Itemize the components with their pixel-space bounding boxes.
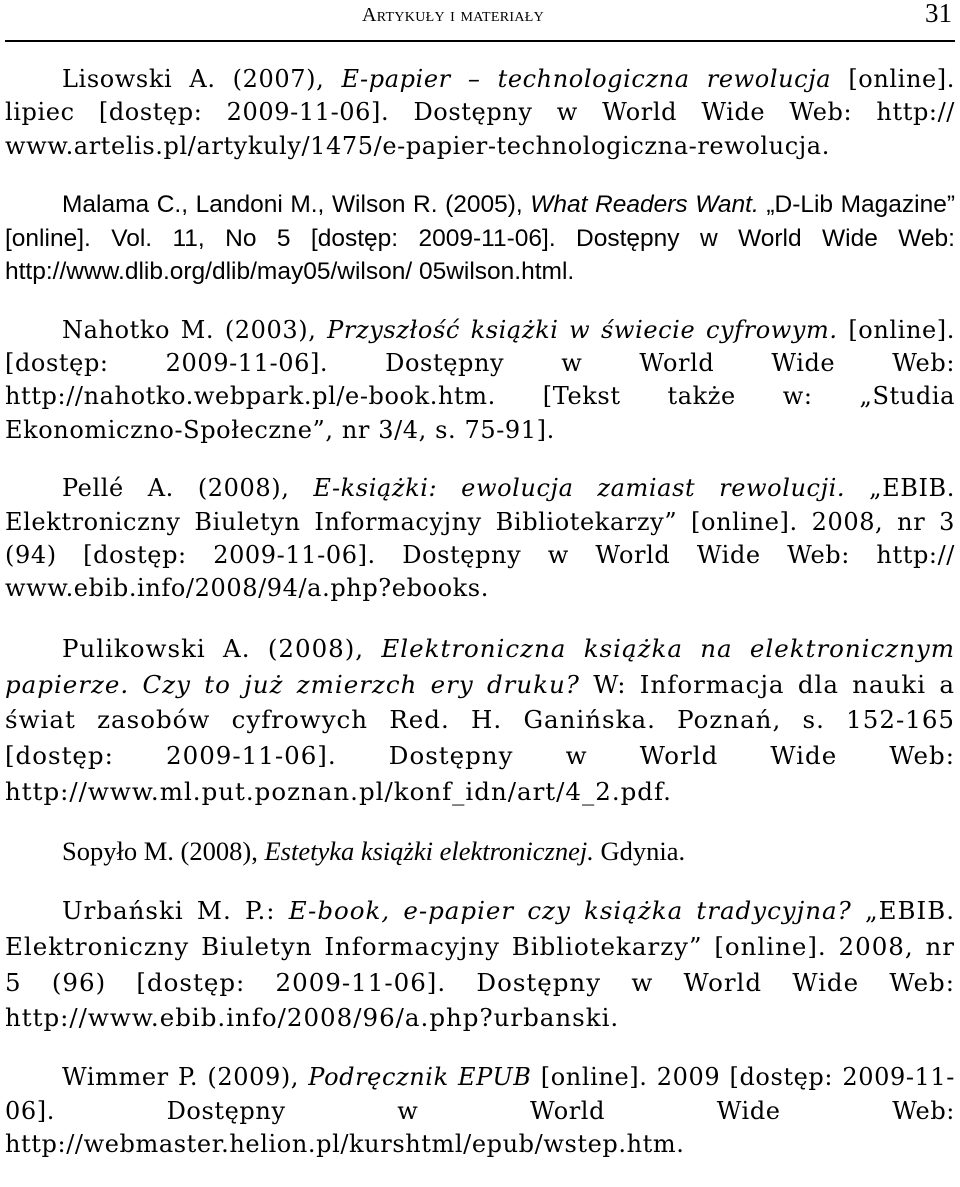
- reference-title: What Readers Want.: [530, 191, 759, 219]
- reference-text: [online]. [dostęp: 2009-11-06]. Dostępny w World Wide Web: http://nahotko.webpark.pl/e-book.htm. [Tekst także w: „Studia Ekonomiczno-Społeczne”, nr 3/4, s. 75-91].: [5, 315, 955, 444]
- reference-title: E-książki: ewolucja zamiast rewolucji.: [313, 474, 846, 503]
- reference-text: „EBIB. Elektroniczny Biuletyn Informacyjny Bibliotekarzy” [online]. 2008, nr 3 (94) [dostęp: 2009-11-06]. Dostępny w World Wide Web: http:// www.ebib.info/2008/94/a.php?ebooks.: [5, 474, 956, 603]
- reference-entry: [5, 63, 955, 163]
- page-number: 31: [925, 0, 952, 28]
- reference-entry: [5, 631, 955, 809]
- reference-title: Elektroniczna książka na elektronicznym papierze. Czy to już zmierzch ery druku?: [5, 634, 956, 699]
- reference-text: „EBIB. Elektroniczny Biuletyn Informacyjny Bibliotekarzy” [online]. 2008, nr 5 (96) [dostęp: 2009-11-06]. Dostępny w World Wide Web: http://www.ebib.info/2008/96/a.php?urbanski.: [5, 896, 956, 1033]
- reference-text: Urbański M. P.:: [62, 896, 289, 926]
- reference-title: Przyszłość książki w świecie cyfrowym.: [327, 315, 838, 344]
- reference-entry: [5, 188, 955, 288]
- page-header: [0, 0, 960, 42]
- reference-entry: [5, 314, 955, 447]
- reference-list: [5, 63, 955, 1187]
- reference-entry: [5, 472, 955, 605]
- reference-text: Nahotko M. (2003),: [62, 315, 328, 344]
- reference-text: Gdynia.: [593, 835, 686, 866]
- reference-text: Malama C., Landoni M., Wilson R. (2005),: [62, 191, 531, 219]
- reference-text: Sopyło M. (2008),: [62, 835, 265, 866]
- reference-entry: [5, 1061, 955, 1161]
- reference-text: Pellé A. (2008),: [62, 474, 314, 503]
- reference-title: E-book, e-papier czy książka tradycyjna?: [288, 896, 852, 926]
- reference-text: „D-Lib Magazine” [online]. Vol. 11, No 5 [dostęp: 2009-11-06]. Dostępny w World Wide Web: http://www.dlib.org/dlib/may05/wilson/ 05wilson.html.: [5, 191, 956, 285]
- reference-text: Wimmer P. (2009),: [62, 1063, 309, 1092]
- reference-text: W: Informacja dla nauki a świat zasobów cyfrowych Red. H. Ganińska. Poznań, s. 152-165 [dostęp: 2009-11-06]. Dostępny w World Wide Web: http://www.ml.put.poznan.pl/konf_idn/art/4_2.pdf.: [5, 669, 955, 806]
- reference-title: Estetyka książki elektronicznej.: [264, 835, 594, 866]
- reference-text: [online]. lipiec [dostęp: 2009-11-06]. Dostępny w World Wide Web: http:// www.artelis.pl/artykuly/1475/e-papier-technologiczna-rewolucja.: [5, 65, 955, 160]
- reference-title: E-papier – technologiczna rewolucja: [341, 65, 832, 93]
- header-rule: [5, 40, 955, 42]
- reference-text: Lisowski A. (2007),: [62, 65, 342, 93]
- reference-entry: [5, 835, 955, 868]
- reference-entry: [5, 893, 955, 1035]
- reference-title: Podręcznik EPUB: [308, 1063, 532, 1092]
- reference-text: Pulikowski A. (2008),: [62, 634, 382, 664]
- section-title: Artykuły i materiały: [362, 4, 545, 26]
- reference-text: [online]. 2009 [dostęp: 2009-11-06]. Dostępny w World Wide Web: http://webmaster.helion.pl/kurshtml/epub/wstep.htm.: [5, 1063, 955, 1158]
